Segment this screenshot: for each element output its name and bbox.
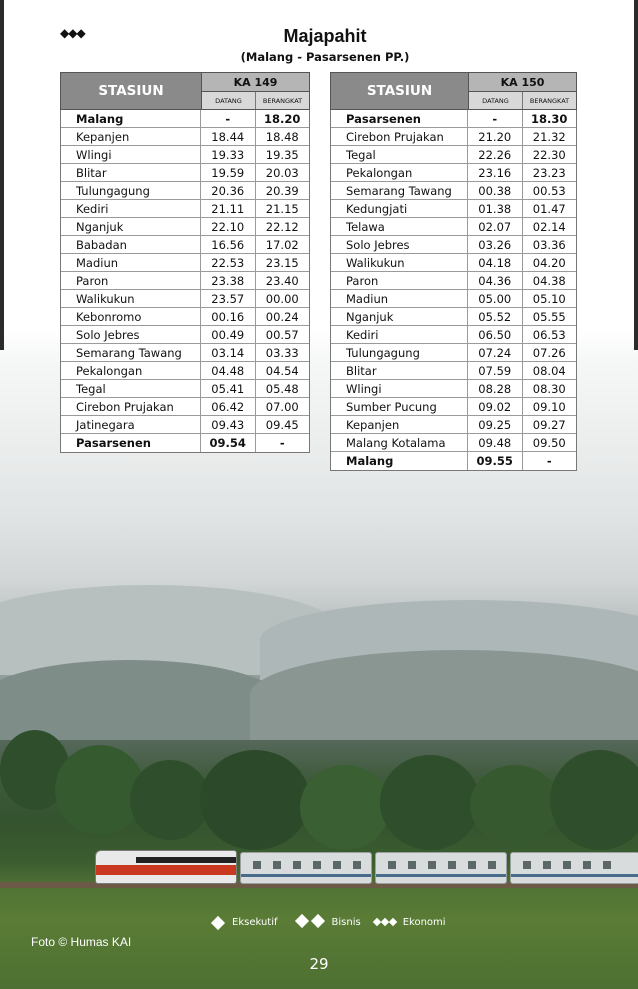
table-row xyxy=(61,146,309,164)
table-row xyxy=(61,398,309,416)
station-cell: Cirebon Prujakan xyxy=(61,398,201,415)
table-row xyxy=(61,344,309,362)
arrive-cell: - xyxy=(492,111,498,126)
page-title: Majapahit xyxy=(283,26,367,46)
depart-cell: 08.04 xyxy=(522,362,577,379)
table-row xyxy=(331,452,576,470)
arrive-cell: 01.38 xyxy=(478,201,512,216)
station-cell: Kediri xyxy=(331,326,468,343)
train xyxy=(95,848,638,888)
arrive-cell: 04.48 xyxy=(211,363,245,378)
station-cell: Wlingi xyxy=(331,380,468,397)
arrive-cell: 21.11 xyxy=(211,201,245,216)
table-row xyxy=(61,254,309,272)
train-car xyxy=(240,852,372,884)
depart-cell: - xyxy=(522,452,577,470)
page-edge xyxy=(634,0,638,350)
depart-cell: 22.12 xyxy=(255,218,310,235)
arrive-cell: 09.48 xyxy=(478,435,512,450)
station-cell: Madiun xyxy=(331,290,468,307)
arrive-cell: 06.50 xyxy=(478,327,512,342)
timetable-ka149 xyxy=(60,72,310,453)
station-cell: Blitar xyxy=(331,362,468,379)
depart-cell: 00.57 xyxy=(255,326,310,343)
arrive-cell: 05.41 xyxy=(211,381,245,396)
depart-cell: 20.03 xyxy=(255,164,310,181)
arrive-cell: 22.53 xyxy=(211,255,245,270)
station-cell: Cirebon Prujakan xyxy=(331,128,468,145)
arrive-cell: 21.20 xyxy=(478,129,512,144)
tree xyxy=(550,750,638,850)
arrive-cell: 20.36 xyxy=(211,183,245,198)
arrive-cell: 06.42 xyxy=(211,399,245,414)
arrive-cell: 23.57 xyxy=(211,291,245,306)
train-number: KA 150 xyxy=(469,73,576,92)
arrive-cell: 19.59 xyxy=(211,165,245,180)
arrive-header: DATANG xyxy=(215,96,242,105)
arrive-cell: 22.26 xyxy=(478,147,512,162)
stasiun-header: STASIUN xyxy=(61,73,202,109)
station-cell: Walikukun xyxy=(61,290,201,307)
table-row xyxy=(331,146,576,164)
table-row xyxy=(331,362,576,380)
table-row xyxy=(331,254,576,272)
arrive-cell: 07.24 xyxy=(478,345,512,360)
arrive-cell: 16.56 xyxy=(211,237,245,252)
tree xyxy=(200,750,310,850)
depart-cell: 06.53 xyxy=(522,326,577,343)
table-row xyxy=(331,344,576,362)
table-row xyxy=(331,272,576,290)
station-cell: Kebonromo xyxy=(61,308,201,325)
depart-cell: 00.00 xyxy=(255,290,310,307)
tree xyxy=(470,765,560,845)
station-cell: Nganjuk xyxy=(61,218,201,235)
depart-cell: 03.33 xyxy=(255,344,310,361)
depart-cell: 23.40 xyxy=(255,272,310,289)
tree xyxy=(380,755,480,850)
stasiun-header: STASIUN xyxy=(331,73,469,109)
arrive-cell: 04.18 xyxy=(478,255,512,270)
legend-bisnis: Bisnis xyxy=(331,917,361,928)
arrive-cell: 09.43 xyxy=(211,417,245,432)
station-cell: Semarang Tawang xyxy=(61,344,201,361)
page-number: 29 xyxy=(309,955,329,973)
station-cell: Wlingi xyxy=(61,146,201,163)
depart-cell: 03.36 xyxy=(522,236,577,253)
table-header xyxy=(60,72,310,110)
class-mark-icon: ◆◆◆ xyxy=(60,26,85,40)
table-row xyxy=(331,218,576,236)
depart-cell: 21.15 xyxy=(255,200,310,217)
table-row xyxy=(331,236,576,254)
hill xyxy=(0,660,280,740)
station-cell: Paron xyxy=(331,272,468,289)
train-car xyxy=(510,852,638,884)
station-cell: Madiun xyxy=(61,254,201,271)
table-body xyxy=(330,110,577,471)
station-cell: Paron xyxy=(61,272,201,289)
depart-cell: 21.32 xyxy=(522,128,577,145)
station-cell: Malang xyxy=(61,110,201,127)
station-cell: Sumber Pucung xyxy=(331,398,468,415)
photo-credit: Foto © Humas KAI xyxy=(31,935,132,949)
depart-cell: 23.23 xyxy=(522,164,577,181)
arrive-cell: 09.25 xyxy=(478,417,512,432)
table-row xyxy=(331,308,576,326)
table-body xyxy=(60,110,310,453)
arrive-cell: 05.52 xyxy=(478,309,512,324)
table-row xyxy=(61,380,309,398)
depart-cell: 09.45 xyxy=(255,416,310,433)
depart-header: BERANGKAT xyxy=(255,92,309,109)
train-number: KA 149 xyxy=(202,73,309,92)
depart-cell: 20.39 xyxy=(255,182,310,199)
depart-header: BERANGKAT xyxy=(522,92,576,109)
arrive-cell: 05.00 xyxy=(478,291,512,306)
table-header xyxy=(330,72,577,110)
depart-cell: 04.20 xyxy=(522,254,577,271)
table-row xyxy=(331,200,576,218)
arrive-cell: 19.33 xyxy=(211,147,245,162)
table-row xyxy=(61,416,309,434)
station-cell: Pekalongan xyxy=(61,362,201,379)
arrive-cell: 07.59 xyxy=(478,363,512,378)
station-cell: Tegal xyxy=(331,146,468,163)
station-cell: Semarang Tawang xyxy=(331,182,468,199)
table-row xyxy=(331,434,576,452)
station-cell: Jatinegara xyxy=(61,416,201,433)
legend-ekonomi: Ekonomi xyxy=(402,917,446,928)
station-cell: Tulungagung xyxy=(61,182,201,199)
tree xyxy=(130,760,210,840)
table-row xyxy=(61,362,309,380)
station-cell: Tegal xyxy=(61,380,201,397)
station-cell: Pekalongan xyxy=(331,164,468,181)
tree xyxy=(300,765,390,850)
arrive-cell: 03.26 xyxy=(478,237,512,252)
depart-cell: 09.10 xyxy=(522,398,577,415)
depart-cell: 07.00 xyxy=(255,398,310,415)
table-row xyxy=(61,308,309,326)
table-row xyxy=(331,110,576,128)
arrive-cell: 09.55 xyxy=(476,454,513,468)
diamond-icon xyxy=(294,916,326,929)
table-row xyxy=(331,182,576,200)
diamond-icon xyxy=(373,917,397,928)
depart-cell: 07.26 xyxy=(522,344,577,361)
arrive-header: DATANG xyxy=(482,96,509,105)
table-row xyxy=(61,290,309,308)
table-row xyxy=(331,398,576,416)
depart-cell: 05.10 xyxy=(522,290,577,307)
route-subtitle: (Malang - Pasarsenen PP.) xyxy=(240,50,410,64)
table-row xyxy=(61,200,309,218)
arrive-cell: 22.10 xyxy=(211,219,245,234)
hill xyxy=(250,650,638,740)
station-cell: Pasarsenen xyxy=(61,434,201,452)
station-cell: Tulungagung xyxy=(331,344,468,361)
arrive-cell: 03.14 xyxy=(211,345,245,360)
table-row xyxy=(61,272,309,290)
station-cell: Nganjuk xyxy=(331,308,468,325)
station-cell: Blitar xyxy=(61,164,201,181)
arrive-cell: 00.38 xyxy=(478,183,512,198)
station-cell: Telawa xyxy=(331,218,468,235)
depart-cell: 05.55 xyxy=(522,308,577,325)
depart-cell: 23.15 xyxy=(255,254,310,271)
page-edge xyxy=(0,0,4,350)
table-row xyxy=(61,128,309,146)
depart-cell: 18.20 xyxy=(255,110,310,127)
depart-cell: 04.38 xyxy=(522,272,577,289)
station-cell: Kepanjen xyxy=(61,128,201,145)
diamond-icon xyxy=(211,915,225,929)
depart-cell: 18.30 xyxy=(522,110,577,127)
train-car xyxy=(375,852,507,884)
station-cell: Solo Jebres xyxy=(331,236,468,253)
timetable-ka150 xyxy=(330,72,577,471)
depart-cell: 04.54 xyxy=(255,362,310,379)
arrive-cell: 08.28 xyxy=(478,381,512,396)
legend-eksekutif: Eksekutif xyxy=(232,917,278,928)
table-row xyxy=(331,326,576,344)
station-cell: Pasarsenen xyxy=(331,110,468,127)
depart-cell: 22.30 xyxy=(522,146,577,163)
table-row xyxy=(331,128,576,146)
locomotive xyxy=(95,850,237,884)
depart-cell: 08.30 xyxy=(522,380,577,397)
arrive-cell: 23.16 xyxy=(478,165,512,180)
arrive-cell: - xyxy=(225,111,231,126)
table-row xyxy=(331,290,576,308)
arrive-cell: 18.44 xyxy=(211,129,245,144)
depart-cell: 02.14 xyxy=(522,218,577,235)
table-row xyxy=(61,236,309,254)
depart-cell: 09.50 xyxy=(522,434,577,451)
class-legend xyxy=(210,916,446,929)
table-row xyxy=(331,380,576,398)
depart-cell: 19.35 xyxy=(255,146,310,163)
table-row xyxy=(331,416,576,434)
table-row xyxy=(61,164,309,182)
depart-cell: 09.27 xyxy=(522,416,577,433)
arrive-cell: 04.36 xyxy=(478,273,512,288)
table-row xyxy=(331,164,576,182)
arrive-cell: 23.38 xyxy=(211,273,245,288)
depart-cell: 05.48 xyxy=(255,380,310,397)
depart-cell: 18.48 xyxy=(255,128,310,145)
depart-cell: 01.47 xyxy=(522,200,577,217)
station-cell: Kediri xyxy=(61,200,201,217)
arrive-cell: 02.07 xyxy=(478,219,512,234)
station-cell: Walikukun xyxy=(331,254,468,271)
station-cell: Kedungjati xyxy=(331,200,468,217)
arrive-cell: 00.49 xyxy=(211,327,245,342)
table-row xyxy=(61,326,309,344)
station-cell: Malang xyxy=(331,452,468,470)
depart-cell: 00.53 xyxy=(522,182,577,199)
station-cell: Malang Kotalama xyxy=(331,434,468,451)
depart-cell: - xyxy=(255,434,310,452)
table-row xyxy=(61,218,309,236)
depart-cell: 17.02 xyxy=(255,236,310,253)
table-row xyxy=(61,434,309,452)
arrive-cell: 00.16 xyxy=(211,309,245,324)
arrive-cell: 09.54 xyxy=(209,436,246,450)
station-cell: Kepanjen xyxy=(331,416,468,433)
station-cell: Babadan xyxy=(61,236,201,253)
arrive-cell: 09.02 xyxy=(478,399,512,414)
table-row xyxy=(61,182,309,200)
depart-cell: 00.24 xyxy=(255,308,310,325)
station-cell: Solo Jebres xyxy=(61,326,201,343)
table-row xyxy=(61,110,309,128)
